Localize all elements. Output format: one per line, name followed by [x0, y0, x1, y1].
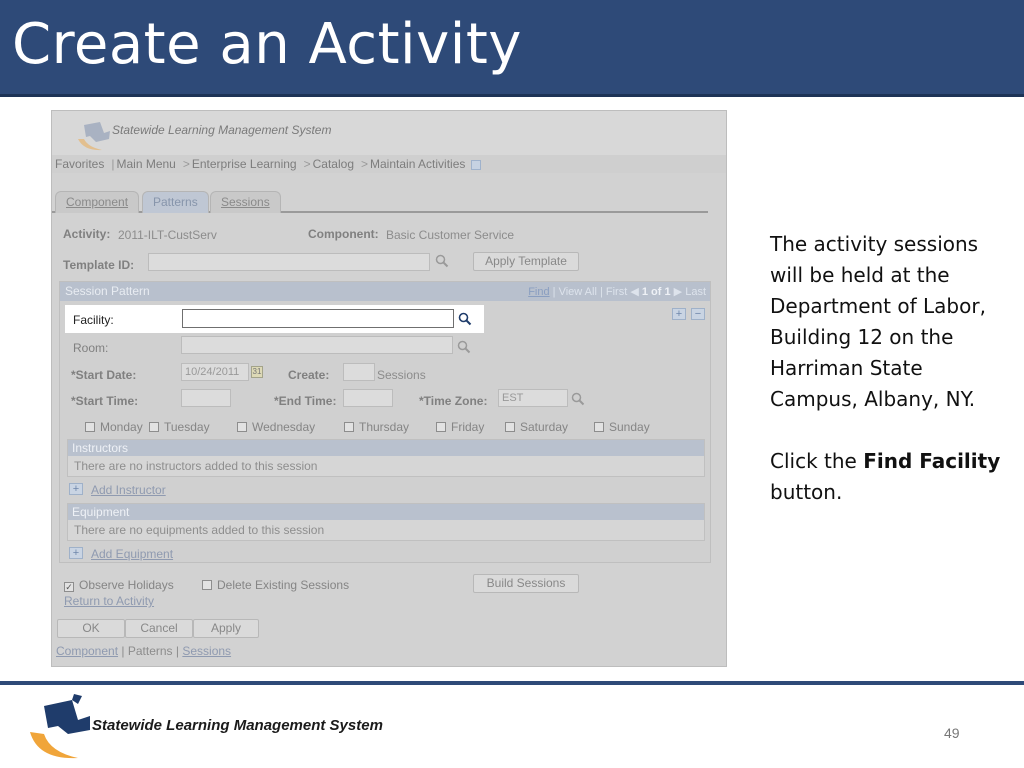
ok-button[interactable]: OK: [57, 619, 125, 638]
breadcrumb-main-menu[interactable]: Main Menu: [116, 157, 176, 171]
calendar-icon[interactable]: 31: [252, 367, 262, 376]
day-wednesday-checkbox[interactable]: Wednesday: [237, 420, 315, 434]
create-label: Create:: [288, 368, 330, 382]
add-instructor-icon[interactable]: +: [69, 483, 83, 495]
instruction-paragraph-2: Click the Find Facility button.: [770, 449, 1001, 504]
template-search-icon[interactable]: [435, 254, 449, 268]
start-date-label: *Start Date:: [71, 368, 137, 382]
first-link[interactable]: First: [605, 286, 628, 298]
cancel-button[interactable]: Cancel: [125, 619, 193, 638]
add-equipment-icon[interactable]: +: [69, 547, 83, 559]
last-link[interactable]: Last: [685, 286, 706, 298]
day-sunday-checkbox[interactable]: Sunday: [594, 420, 650, 434]
bottom-link-patterns: Patterns: [127, 644, 173, 658]
breadcrumb-favorites[interactable]: Favorites: [55, 157, 105, 171]
time-zone-label: *Time Zone:: [419, 394, 488, 408]
observe-holidays-checkbox[interactable]: ✓ Observe Holidays: [65, 578, 174, 592]
footer-brand: Statewide Learning Management System: [92, 717, 383, 734]
end-time-label: *End Time:: [274, 394, 337, 408]
find-facility-search-icon[interactable]: [458, 312, 472, 326]
record-count: 1 of 1: [641, 286, 671, 298]
time-zone-search-icon[interactable]: [571, 392, 585, 406]
session-pattern-title: Session Pattern: [65, 284, 150, 298]
apply-button[interactable]: Apply: [193, 619, 259, 638]
start-time-label: *Start Time:: [71, 394, 139, 408]
instructors-empty: There are no instructors added to this session: [74, 459, 318, 473]
instruction-text: [770, 229, 1010, 539]
activity-label: Activity:: [63, 227, 111, 241]
create-count-input[interactable]: [343, 363, 375, 381]
pager: Find | View All | First ◀ 1 of 1 ▶ Last: [528, 286, 706, 298]
bottom-link-component[interactable]: Component: [56, 644, 119, 658]
component-value: Basic Customer Service: [386, 228, 515, 242]
room-search-icon[interactable]: [457, 340, 471, 354]
tab-sessions[interactable]: Sessions: [210, 191, 281, 213]
time-zone-input[interactable]: EST: [498, 389, 568, 407]
tab-component[interactable]: Component: [55, 191, 139, 213]
add-instructor-link[interactable]: Add Instructor: [91, 483, 166, 497]
apply-template-button[interactable]: Apply Template: [473, 252, 579, 271]
delete-existing-sessions-checkbox[interactable]: Delete Existing Sessions: [202, 578, 349, 592]
last-arrow-icon[interactable]: ▶: [673, 286, 683, 298]
start-time-input[interactable]: [181, 389, 231, 407]
room-input[interactable]: [181, 336, 453, 354]
breadcrumb-catalog[interactable]: Catalog: [312, 157, 354, 171]
start-date-input[interactable]: 10/24/2011: [181, 363, 249, 381]
session-pattern-header: [60, 282, 710, 301]
day-friday-checkbox[interactable]: Friday: [436, 420, 484, 434]
app-brand: Statewide Learning Management System: [112, 123, 332, 137]
breadcrumb-enterprise-learning[interactable]: Enterprise Learning: [191, 157, 297, 171]
equipment-header: Equipment: [68, 504, 704, 520]
find-link[interactable]: Find: [528, 286, 550, 298]
build-sessions-button[interactable]: Build Sessions: [473, 574, 579, 593]
app-screenshot: [51, 110, 727, 667]
facility-row: [65, 305, 484, 333]
footer-divider: [0, 681, 1024, 685]
component-label: Component:: [308, 227, 379, 241]
equipment-grid: [67, 503, 705, 541]
page-number: 49: [944, 725, 960, 741]
template-id-input[interactable]: [148, 253, 430, 271]
bottom-link-sessions[interactable]: Sessions: [182, 644, 232, 658]
day-tuesday-checkbox[interactable]: Tuesday: [149, 420, 210, 434]
day-monday-checkbox[interactable]: Monday: [85, 420, 143, 434]
breadcrumb-maintain-activities: Maintain Activities: [370, 157, 466, 171]
equipment-empty: There are no equipments added to this session: [74, 523, 325, 537]
slide-header: [0, 0, 1024, 97]
sessions-unit-label: Sessions: [377, 368, 426, 382]
instructors-header: Instructors: [68, 440, 704, 456]
page-icon[interactable]: [471, 160, 481, 170]
tab-patterns[interactable]: Patterns: [142, 191, 209, 213]
view-all-link[interactable]: View All: [558, 286, 597, 298]
instructors-grid: [67, 439, 705, 477]
template-id-label: Template ID:: [63, 258, 135, 272]
bottom-nav: Component | Patterns | Sessions: [56, 644, 232, 658]
instruction-paragraph-1: The activity sessions will be held at the Department of Labor, Building 12 on the Harriman State Campus, Albany, NY.: [770, 232, 986, 411]
delete-row-icon[interactable]: −: [691, 308, 705, 320]
day-saturday-checkbox[interactable]: Saturday: [505, 420, 568, 434]
add-row-icon[interactable]: +: [672, 308, 686, 320]
facility-label: Facility:: [73, 313, 114, 327]
facility-input[interactable]: [182, 309, 454, 328]
add-equipment-link[interactable]: Add Equipment: [91, 547, 174, 561]
return-to-activity-link[interactable]: Return to Activity: [64, 594, 155, 608]
breadcrumb: Favorites | Main Menu > Enterprise Learning > Catalog > Maintain Activities: [52, 155, 727, 173]
first-arrow-icon[interactable]: ◀: [630, 286, 639, 298]
tab-bar: [52, 189, 708, 213]
end-time-input[interactable]: [343, 389, 393, 407]
activity-value: 2011-ILT-CustServ: [118, 228, 217, 242]
day-thursday-checkbox[interactable]: Thursday: [344, 420, 409, 434]
room-label: Room:: [73, 341, 109, 355]
app-banner: [52, 111, 727, 158]
slide-title: Create an Activity: [12, 12, 522, 77]
